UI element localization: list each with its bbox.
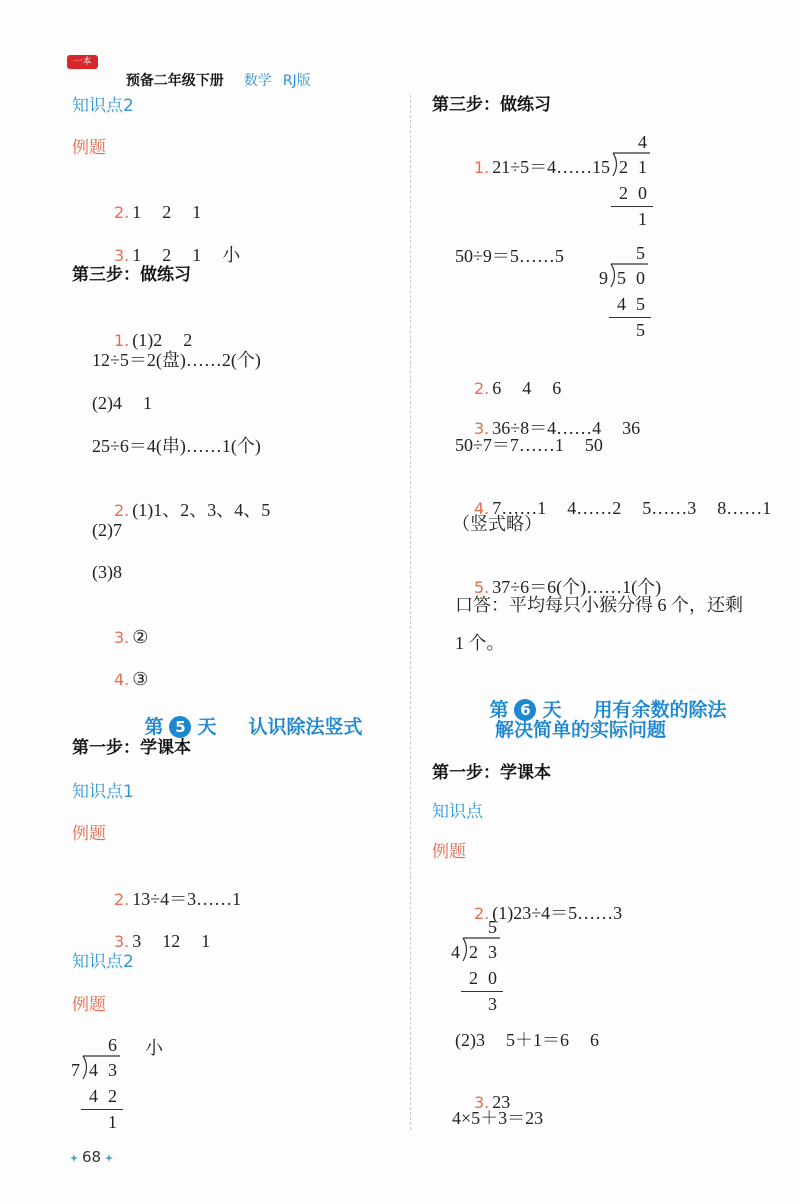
question-number: 2. [114,501,130,520]
answer-text: (3)8 [92,562,122,582]
quotient: 5 [488,917,497,937]
book-title: 预备二年级下册 [125,73,224,89]
page-number: 68 [82,1148,102,1166]
question-number: 3. [114,246,130,265]
step-heading: 第一步：学课本 [432,763,551,783]
answer-text: 25÷6＝4(串)……1(个) [92,436,261,456]
page-footer [70,1147,113,1167]
question-number: 2. [114,203,130,222]
star-icon [70,1147,78,1167]
answer-line [432,134,601,201]
answer-text: 7……1 4……2 5……3 8……1 [492,498,772,518]
answer-text: (1)1、2、3、4、5 [132,500,271,520]
subtraction-rule [609,317,651,318]
star-icon [105,1147,113,1167]
running-header [108,51,311,111]
example-label: 例题 [72,138,106,158]
day-title: 用有余数的除法 [593,699,727,721]
question-number: 2. [474,904,490,923]
step-heading: 第三步：做练习 [432,95,551,115]
example-label: 例题 [72,995,106,1015]
question-number: 1. [474,158,490,177]
dividend: 23 [469,942,507,962]
example-label: 例题 [72,824,106,844]
question-number: 3. [474,419,490,438]
answer-text: 21÷5＝4……1 [492,157,602,177]
edition-label: RJ版 [282,73,311,89]
day-number-badge: 6 [514,699,536,721]
logo-text: 一本 [73,57,92,67]
answer-text: 50÷9＝5……5 [455,246,564,266]
answer-text: ② [132,627,149,647]
question-number: 3. [474,1093,490,1112]
question-number: 2. [474,379,490,398]
dividend: 21 [619,157,657,177]
divisor: 7 [71,1060,80,1080]
partial-product: 20 [619,183,657,203]
answer-text: 1 2 1 小 [132,245,241,265]
dividend: 50 [617,268,655,288]
answer-text: 37÷6＝6(个)……1(个) [492,577,662,597]
remainder: 3 [488,994,497,1014]
partial-product: 20 [469,968,507,988]
question-number: 4. [114,670,130,689]
answer-text: 13÷4＝3……1 [132,889,242,909]
example-label: 例题 [432,842,466,862]
question-number: 3. [114,932,130,951]
knowledge-point-heading: 知识点 [432,802,483,822]
day-prefix: 第 [489,699,509,721]
long-division [451,917,511,1017]
divisor: 4 [451,942,460,962]
divisor: 9 [599,268,608,288]
step-heading: 第一步：学课本 [72,738,191,758]
knowledge-point-heading: 知识点2 [72,96,134,116]
divisor: 5 [601,157,610,177]
quotient: 5 [636,243,645,263]
answer-text: 1 个。 [455,633,505,653]
quotient: 4 [638,132,647,152]
dividend: 43 [89,1060,127,1080]
partial-product: 45 [617,294,655,314]
long-division [599,243,659,343]
day-suffix: 天 [197,716,217,738]
knowledge-point-heading: 知识点1 [72,782,134,802]
column-divider [410,95,411,1130]
day-number-badge: 5 [169,716,191,738]
question-number: 1. [114,331,130,350]
day-title: 认识除法竖式 [248,716,363,738]
answer-note: 小 [145,1038,163,1058]
question-number: 4. [474,499,490,518]
answer-text: 36÷8＝4……4 36 [492,418,641,438]
answer-text: (2)7 [92,520,122,540]
answer-text: 23 [492,1092,511,1112]
answer-text: 6 4 6 [492,378,562,398]
knowledge-point-heading: 知识点2 [72,952,134,972]
step-heading: 第三步：做练习 [72,265,191,285]
answer-text: 4×5＋3＝23 [452,1108,544,1128]
subtraction-rule [461,991,503,992]
answer-text: (1)2 2 [132,330,193,350]
question-number: 3. [114,628,130,647]
answer-text: 3 12 1 [132,931,211,951]
quotient: 6 [108,1035,117,1055]
remainder: 1 [638,209,647,229]
long-division [71,1035,131,1135]
subject-label: 数学 [243,73,272,89]
answer-text: (1)23÷4＝5……3 [492,903,623,923]
answer-text: 50÷7＝7……1 50 [455,435,603,455]
answer-text: (2)3 5＋1＝6 6 [455,1030,599,1050]
subtraction-rule [81,1109,123,1110]
subtraction-rule [611,206,653,207]
long-division [601,132,661,232]
remainder: 1 [108,1112,117,1132]
answer-text: （竖式略） [452,514,542,534]
answer-text: 口答：平均每只小猴分得 6 个，还剩 [455,595,743,615]
answer-text: (2)4 1 [92,393,152,413]
day-prefix: 第 [144,716,164,738]
answer-text: 12÷5＝2(盘)……2(个) [92,350,261,370]
answer-text: ③ [132,669,149,689]
remainder: 5 [636,320,645,340]
partial-product: 42 [89,1086,127,1106]
publisher-logo [67,55,98,69]
question-number: 5. [474,578,490,597]
question-number: 2. [114,890,130,909]
day-title-line2: 解决简单的实际问题 [495,719,667,741]
day-suffix: 天 [542,699,562,721]
answer-text: 1 2 1 [132,202,202,222]
